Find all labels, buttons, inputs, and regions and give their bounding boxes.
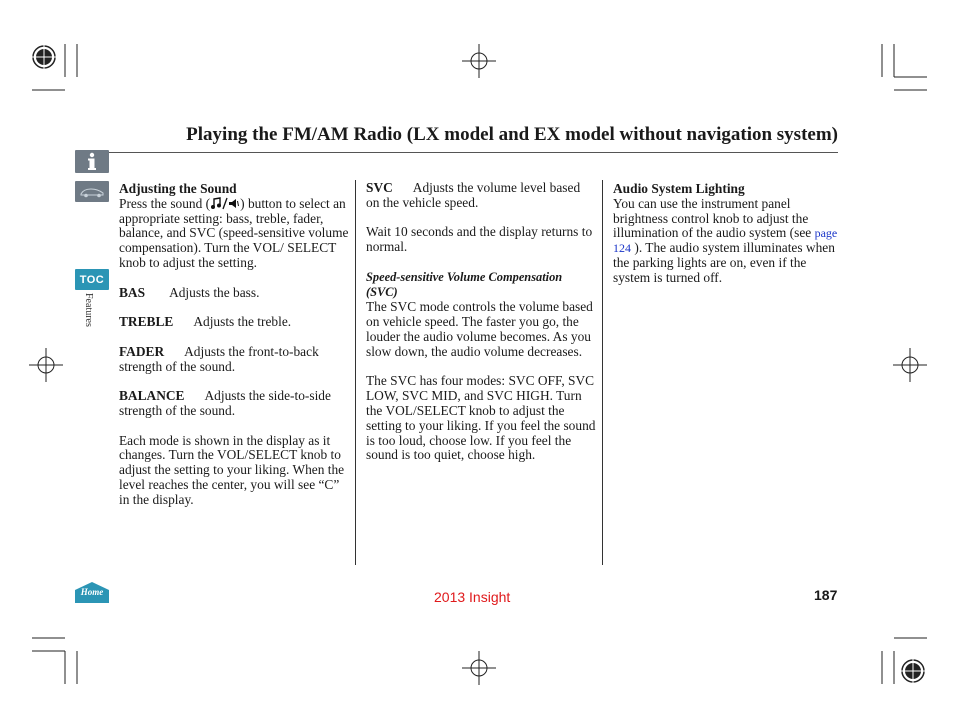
wait-paragraph: Wait 10 seconds and the display returns to normal. xyxy=(366,224,593,255)
toc-label: TOC xyxy=(79,273,105,286)
column-divider xyxy=(355,180,356,565)
sound-button-icon xyxy=(210,197,240,210)
section-heading: Adjusting the Sound xyxy=(119,181,237,196)
page-number: 187 xyxy=(814,587,838,603)
section-label: Features xyxy=(83,293,94,327)
page-link[interactable]: page 124 xyxy=(613,226,838,256)
svc-item: SVC Adjusts the volume level based on the vehicle speed. xyxy=(366,180,581,210)
svc-subheading: Speed-sensitive Volume Compensation (SVC) xyxy=(366,269,563,299)
mode-paragraph: Each mode is shown in the display as it changes. Turn the VOL/SELECT knob to adjust the setting to your liking. When the level reaches the center, you will see “C” in the display. xyxy=(119,432,345,507)
lighting-paragraph: You can use the instrument panel brightness control knob to adjust the illumination of the audio system (see page 124 ). The audio system illuminates when the parking lights are on, even if the system is turned off. xyxy=(613,195,838,285)
section-heading: Audio System Lighting xyxy=(613,181,745,196)
page-title: Playing the FM/AM Radio (LX model and EX model without navigation system) xyxy=(186,124,838,145)
car-icon xyxy=(75,181,109,202)
column-divider xyxy=(602,180,603,565)
home-label: Home xyxy=(80,587,104,597)
home-button[interactable] xyxy=(74,581,110,604)
balance-item: BALANCE Adjusts the side-to-side strength of the sound. xyxy=(119,388,331,418)
info-icon xyxy=(75,150,109,173)
footer-model: 2013 Insight xyxy=(434,589,511,605)
vehicle-index-button[interactable] xyxy=(75,181,109,202)
column-lighting xyxy=(613,182,841,300)
info-button[interactable] xyxy=(75,150,109,173)
fader-item: FADER Adjusts the front-to-back strength of the sound. xyxy=(119,343,319,374)
title-rule xyxy=(90,152,838,153)
svc-paragraph-1: The SVC mode controls the volume based on vehicle speed. The faster you go, the louder the audio volume becomes. As you slow down, the audio volume decreases. xyxy=(366,299,593,359)
column-adjusting-sound xyxy=(119,182,351,522)
column-svc xyxy=(366,181,596,478)
treble-item: TREBLE Adjusts the treble. xyxy=(119,314,292,330)
svc-paragraph-2: The SVC has four modes: SVC OFF, SVC LOW, SVC MID, and SVC HIGH. Turn the VOL/SELECT knob to adjust the setting to your liking. If you feel the sound is too loud, choose low. If you feel the sound is too quiet, choose high. xyxy=(366,373,596,463)
bas-item: BAS Adjusts the bass. xyxy=(119,284,260,300)
toc-button[interactable] xyxy=(75,269,109,290)
intro-paragraph: Press the sound ( ) button to select an appropriate setting: bass, treble, fader, balance, and SVC (speed-sensitive volume compensation). Turn the VOL/ SELECT knob to adjust the setting. xyxy=(119,195,349,270)
